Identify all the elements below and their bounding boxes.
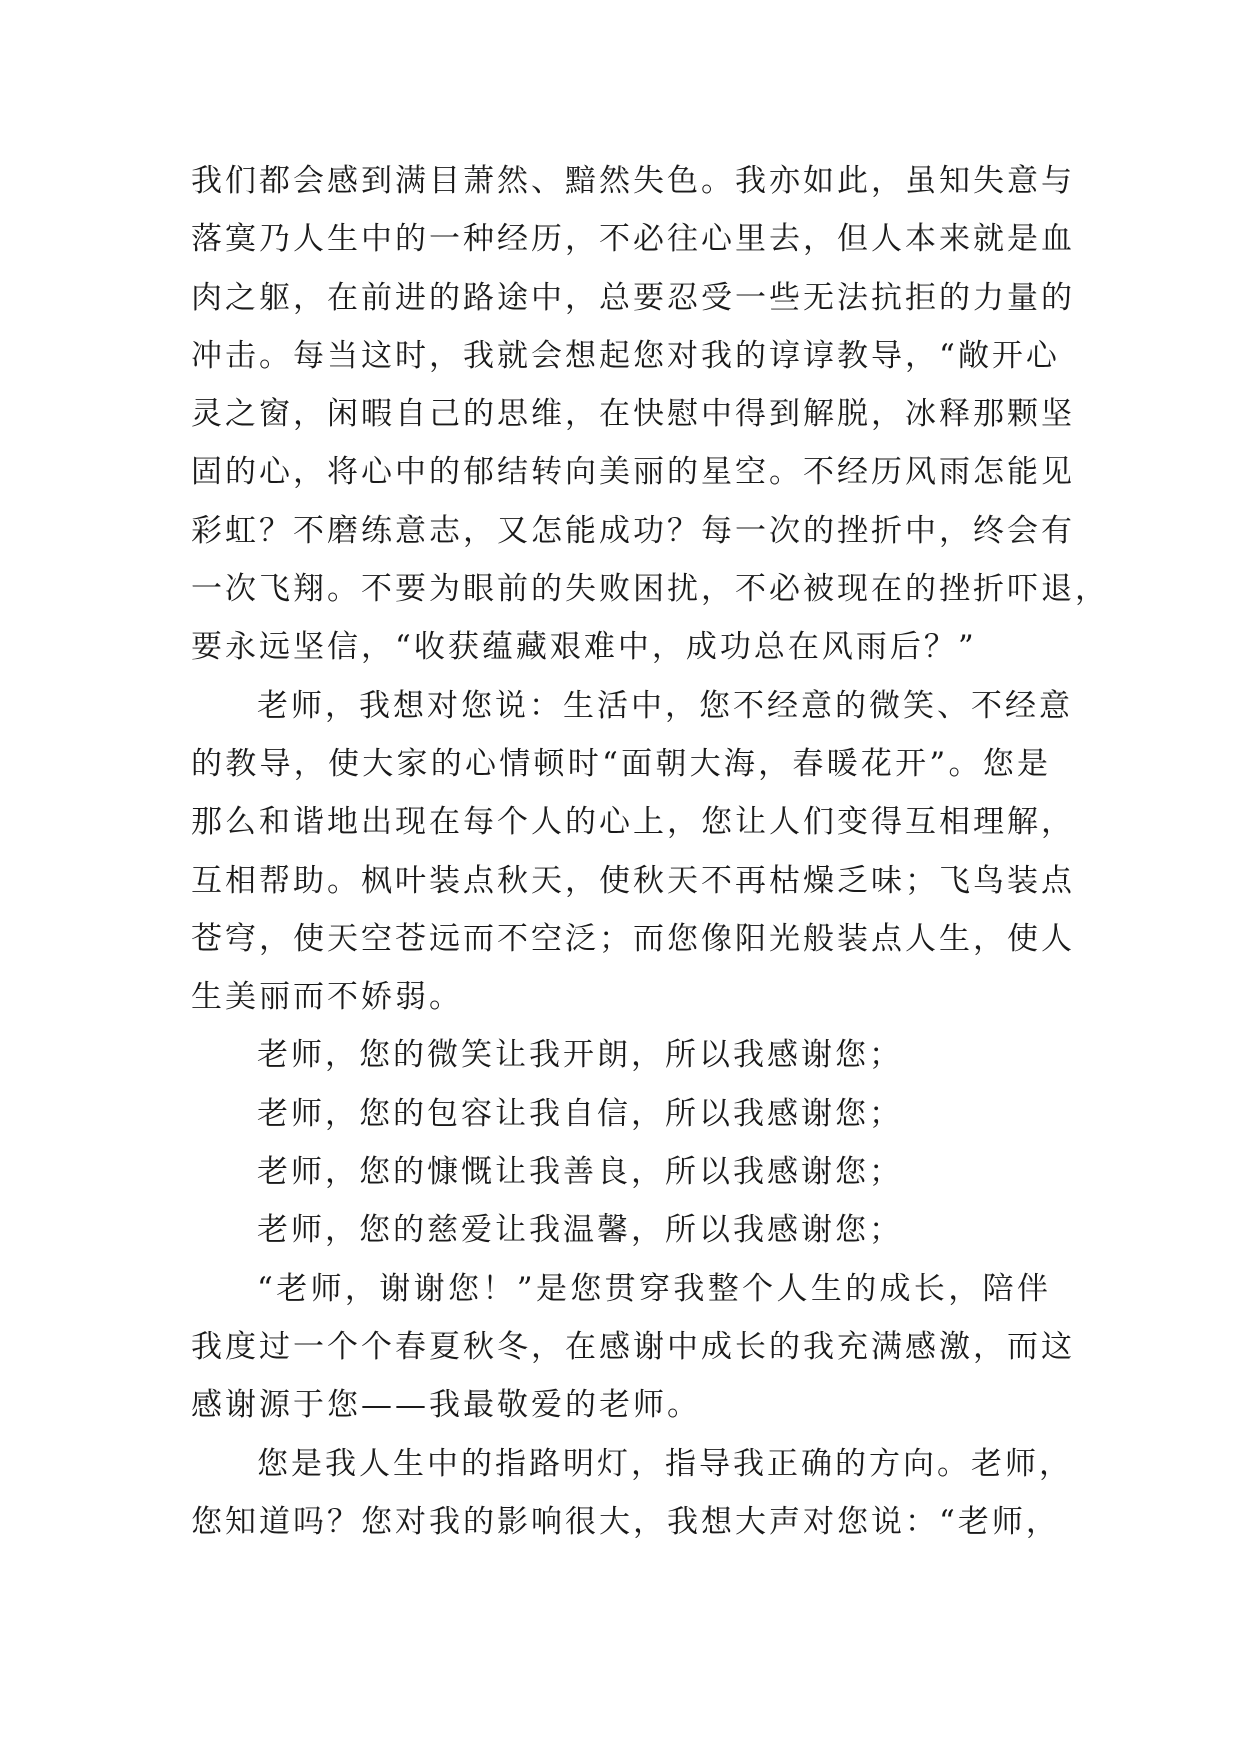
text-line: 要永远坚信，“收获蕴藏艰难中，成功总在风雨后？”	[191, 629, 977, 666]
text-line: 老师，您的包容让我自信，所以我感谢您；	[257, 1095, 903, 1132]
text-line: 我度过一个个春夏秋冬，在感谢中成长的我充满感激，而这	[191, 1328, 1075, 1365]
text-line: 老师，您的慷慨让我善良，所以我感谢您；	[257, 1154, 903, 1191]
text-line: 彩虹？不磨练意志，又怎能成功？每一次的挫折中，终会有	[191, 512, 1075, 549]
text-line: 冲击。每当这时，我就会想起您对我的谆谆教导，“敞开心	[191, 337, 1060, 374]
text-line: 您是我人生中的指路明灯，指导我正确的方向。老师，	[257, 1445, 1073, 1482]
text-line: 生美丽而不娇弱。	[191, 979, 463, 1016]
text-line: 的教导，使大家的心情顿时“面朝大海，春暖花开”。您是	[191, 745, 1051, 782]
text-line: 一次飞翔。不要为眼前的失败困扰，不必被现在的挫折吓退，	[191, 571, 1109, 608]
text-line: 我们都会感到满目萧然、黯然失色。我亦如此，虽知失意与	[191, 163, 1075, 199]
text-line: 老师，我想对您说：生活中，您不经意的微笑、不经意	[257, 687, 1073, 724]
text-line: 落寞乃人生中的一种经历，不必往心里去，但人本来就是血	[191, 221, 1075, 258]
text-line: “老师，谢谢您！”是您贯穿我整个人生的成长，陪伴	[257, 1270, 1051, 1307]
text-line: 您知道吗？您对我的影响很大，我想大声对您说：“老师，	[191, 1503, 1060, 1540]
text-line: 老师，您的慈爱让我温馨，所以我感谢您；	[257, 1212, 903, 1249]
text-line: 固的心，将心中的郁结转向美丽的星空。不经历风雨怎能见	[191, 454, 1075, 491]
body-text	[191, 152, 1109, 1551]
text-line: 肉之躯，在前进的路途中，总要忍受一些无法抗拒的力量的	[191, 279, 1075, 316]
text-line: 灵之窗，闲暇自己的思维，在快慰中得到解脱，冰释那颗坚	[191, 396, 1075, 433]
text-line: 互相帮助。枫叶装点秋天，使秋天不再枯燥乏味；飞鸟装点	[191, 862, 1075, 899]
text-line: 感谢源于您——我最敬爱的老师。	[191, 1387, 701, 1424]
text-line: 苍穹，使天空苍远而不空泛；而您像阳光般装点人生，使人	[191, 920, 1075, 957]
text-line: 那么和谐地出现在每个人的心上，您让人们变得互相理解，	[191, 804, 1075, 841]
text-line: 老师，您的微笑让我开朗，所以我感谢您；	[257, 1037, 903, 1074]
